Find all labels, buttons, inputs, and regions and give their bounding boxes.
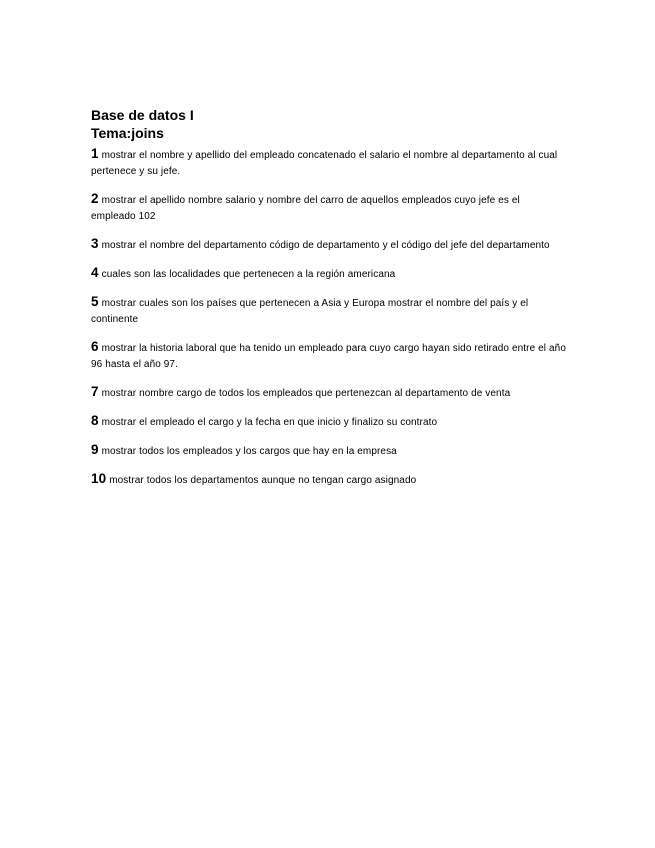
exercise-text: mostrar todos los empleados y los cargos que hay en la empresa — [101, 446, 397, 457]
exercise-item-2 — [91, 191, 567, 225]
exercise-number: 2 — [91, 191, 99, 206]
exercise-text: mostrar nombre cargo de todos los empleados que pertenezcan al departamento de venta — [101, 388, 511, 399]
exercise-number: 7 — [91, 384, 99, 399]
exercise-number: 9 — [91, 442, 99, 457]
exercise-number: 8 — [91, 413, 99, 428]
document-subtitle: Tema:joins — [91, 125, 164, 141]
document-content — [91, 106, 567, 500]
exercise-text: mostrar cuales son los países que pertenecen a Asia y Europa mostrar el nombre del país y el continente — [91, 298, 529, 325]
exercise-item-1 — [91, 146, 567, 180]
exercise-text: mostrar todos los departamentos aunque no tengan cargo asignado — [109, 475, 417, 486]
exercise-item-6 — [91, 339, 567, 373]
exercise-text: mostrar el apellido nombre salario y nombre del carro de aquellos empleados cuyo jefe es el empleado 102 — [91, 195, 520, 222]
exercise-item-9 — [91, 442, 567, 460]
exercise-item-8 — [91, 413, 567, 431]
exercise-item-7 — [91, 384, 567, 402]
exercise-item-3 — [91, 236, 567, 254]
exercise-text: mostrar el empleado el cargo y la fecha en que inicio y finalizo su contrato — [101, 417, 438, 428]
exercise-text: cuales son las localidades que pertenecen a la región americana — [101, 269, 396, 280]
exercise-text: mostrar la historia laboral que ha tenido un empleado para cuyo cargo hayan sido retirado entre el año 96 hasta el año 97. — [91, 343, 566, 370]
exercise-item-4 — [91, 265, 567, 283]
exercise-number: 1 — [91, 146, 99, 161]
exercise-text: mostrar el nombre del departamento código de departamento y el código del jefe del departamento — [101, 240, 550, 251]
exercise-list — [91, 146, 567, 489]
exercise-number: 6 — [91, 339, 99, 354]
document-title: Base de datos I — [91, 107, 194, 123]
exercise-number: 10 — [91, 471, 107, 486]
exercise-number: 5 — [91, 294, 99, 309]
exercise-item-5 — [91, 294, 567, 328]
exercise-text: mostrar el nombre y apellido del empleado concatenado el salario el nombre al departamento al cual pertenece y su jefe. — [91, 150, 558, 177]
exercise-number: 4 — [91, 265, 99, 280]
exercise-item-10 — [91, 471, 567, 489]
exercise-number: 3 — [91, 236, 99, 251]
